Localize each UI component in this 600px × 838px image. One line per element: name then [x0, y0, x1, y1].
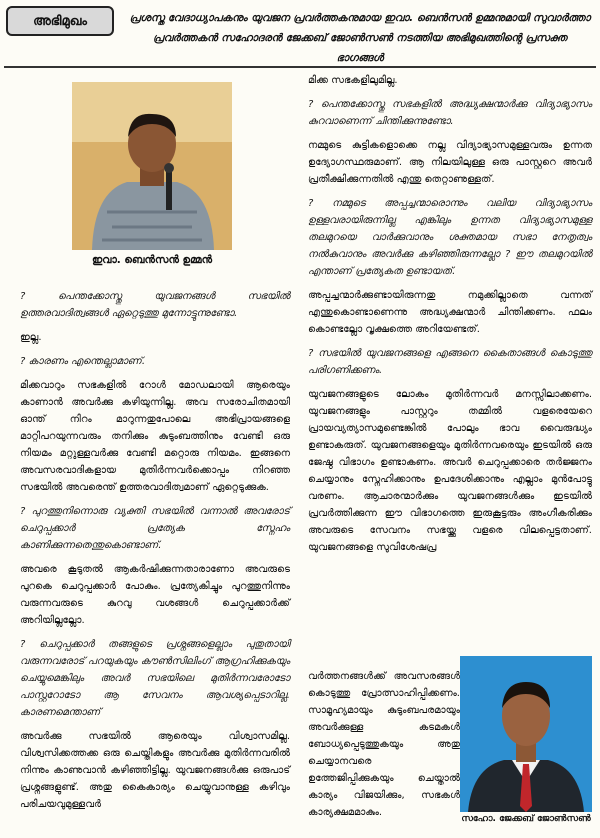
interviewer-photo	[460, 656, 592, 812]
right-column	[308, 72, 592, 563]
right-paragraph: മിക്ക സഭകളിലുമില്ല.	[308, 75, 398, 86]
left-paragraph: ? കാരണം എന്തെല്ലാമാണ്.	[20, 356, 145, 367]
left-paragraph: അവരെ കൂടുതൽ ആകർഷിക്കുന്നതാരാണോ അവരുടെ പുറകെ ചെറുപ്പക്കാർ പോകും. പ്രത്യേകിച്ചും പുറത്തുനിന്നും വരുന്നവരുടെ കുറവു വശങ്ങൾ ചെറുപ്പക്കാർക്ക് അറിയില്ലല്ലോ.	[20, 564, 290, 626]
header-divider	[4, 66, 596, 68]
right-paragraph: നമ്മുടെ കുട്ടികളൊക്കെ നല്ല വിദ്യാഭ്യാസമുള്ളവരും ഉന്നത ഉദ്യോഗസ്ഥരുമാണ്. ആ നിലയിലുള്ള ഒരു പാസ്റ്ററെ അവർ പ്രതീക്ഷിക്കുന്നതിൽ എന്തു തെറ്റാണുള്ളത്.	[308, 140, 592, 185]
left-paragraph: അവർക്കു സഭയിൽ ആരെയും വിശ്വാസമില്ല. വിശ്വസിക്കത്തക്ക ഒരു ചെയ്തികളും അവർക്കു മുതിർന്നവരിൽ നിന്നും കാണുവാൻ കഴിഞ്ഞിട്ടില്ല. യുവജനങ്ങൾക്കു ഒരുപാട് പ്രശ്നങ്ങളുണ്ട്. അതു കൈകാര്യം ചെയ്യുവാനുള്ള കഴിവും പരിചയവുമുള്ളവർ	[20, 731, 290, 810]
right-bottom-column	[308, 668, 460, 828]
right-paragraph: ? പെന്തക്കോസ്തു സഭകളിൽ അദ്ധ്യക്ഷന്മാർക്കു വിദ്യാഭ്യാസം കുറവാണെന്ന് ചിന്തിക്കുന്നുണ്ടോ.	[308, 99, 592, 127]
interview-intro: പ്രശസ്ത വേദാധ്യാപകനും യുവജന പ്രവർത്തകനുമായ ഇവാ. ബെൻസൻ ഉമ്മനുമായി സുവാർത്താ പ്രവർത്തകൻ സഹോദരൻ ജേക്കബ് ജോൺസൺ നടത്തിയ അഭിമുഖത്തിന്റെ പ്രസക്ത ഭാഗങ്ങൾ	[129, 12, 591, 64]
left-paragraph: ? പെന്തക്കോസ്തു യുവജനങ്ങൾ സഭയിൽ ഉത്തരവാദിത്വങ്ങൾ ഏറ്റെടുത്തു മുന്നോട്ടുന്നുണ്ടോ.	[20, 291, 290, 319]
right-bottom-paragraph: വർത്തനങ്ങൾക്ക് അവസരങ്ങൾ കൊടുത്തു പ്രോത്സാഹിപ്പിക്കണം. സാമൂഹ്യമായും കുടുംബപരമായും അവർക്കുള്ള കടമകൾ ബോധ്യപ്പെടുത്തുകയും അതു ചെയ്യാനവരെ ഉത്തേജിപ്പിക്കുകയും ചെയ്താൽ കാര്യം വിജയിക്കും, സഭകൾ കാര്യക്ഷമമാകും.	[308, 671, 460, 818]
interviewer-illustration	[460, 656, 592, 812]
left-paragraph: ? ചെറുപ്പക്കാർ തങ്ങളുടെ പ്രശ്നങ്ങളെല്ലാം പുതുതായി വരുന്നവരോട് പറയുകയും കൗൺസിലിംഗ് ആഗ്രഹിക്കുകയും ചെയ്യുമെങ്കിലും അവർ സഭയിലെ മുതിർന്നവരോടോ പാസ്റ്ററോടോ ആ സേവനം ആവശ്യപ്പെടാറില്ല. കാരണമെന്താണ്	[20, 639, 290, 718]
right-paragraph: ? നമ്മുടെ അപ്പച്ചന്മാരൊന്നും വലിയ വിദ്യാഭ്യാസം ഉള്ളവരായിരുന്നില്ല എങ്കിലും ഉന്നത വിദ്യാഭ്യാസമുള്ള തലമുറയെ വാർക്കുവാനും ശക്തമായ സഭാ നേതൃത്വം നൽകുവാനും അവർക്കു കഴിഞ്ഞിരുന്നല്ലോ ? ഈ തലമുറയിൽ എന്താണ് പ്രത്യേകത ഉണ്ടായത്.	[308, 198, 592, 277]
left-paragraph: ? പുറത്തുനിന്നൊരു വ്യക്തി സഭയിൽ വന്നാൽ അവരോട് ചെറുപ്പക്കാർ പ്രത്യേക സ്നേഹം കാണിക്കുന്നതെന്തുകൊണ്ടാണ്.	[20, 506, 290, 551]
speaker-caption: ഇവാ. ബെൻസൻ ഉമ്മൻ	[91, 254, 213, 266]
section-tag: അഭിമുഖം	[6, 6, 114, 36]
left-paragraph: ഇല്ല.	[20, 332, 42, 343]
left-column	[20, 288, 290, 820]
right-paragraph: ? സഭയിൽ യുവജനങ്ങളെ എങ്ങനെ കൈതാങ്ങൾ കൊടുത്തു പരിഗണിക്കണം.	[308, 348, 592, 376]
interviewer-caption: സഹോ. ജേക്കബ് ജോൺസൺ	[461, 814, 591, 824]
speaker-illustration	[72, 82, 232, 250]
right-paragraph: അപ്പച്ചന്മാർക്കുണ്ടായിരുന്നതു നമുക്കില്ലാതെ വന്നത് എന്തുകൊണ്ടാണെന്നു അദ്ധ്യക്ഷന്മാർ ചിന്തിക്കണം. ഫലം കൊണ്ടല്ലോ വൃക്ഷത്തെ അറിയേണ്ടത്.	[308, 290, 592, 335]
speaker-photo	[72, 82, 232, 250]
right-paragraph: യുവജനങ്ങളുടെ ലോകം മുതിർന്നവർ മനസ്സിലാക്കണം. യുവജനങ്ങളും പാസ്റ്ററും തമ്മിൽ വളരെയേറെ പ്രായവ്യത്യാസമുണ്ടെങ്കിൽ പോലും ഭാവ വൈരുദ്ധ്യം ഉണ്ടാകരുത്. യുവജനങ്ങളെയും മുതിർന്നവരെയും ഇടയിൽ ഒരു ജേഷ്ഠ വിഭാഗം ഉണ്ടാകണം. അവർ ചെറുപ്പക്കാരെ തർജ്ജനം ചെയ്യാനും സ്നേഹിക്കാനും ഉപദേശിക്കാനും എല്ലാം മുൻപോട്ടു വരണം. ആചാരന്മാർക്കും യുവജനങ്ങൾക്കും ഇടയിൽ പ്രവർത്തിക്കുന്ന ഈ വിഭാഗത്തെ ഇരുകൂട്ടരും അംഗീകരിക്കും അവരുടെ സേവനം സഭയ്ക്കു വളരെ വിലപ്പെട്ടതാണ്. യുവജനങ്ങളെ സുവിശേഷപ്ര	[308, 389, 592, 553]
left-paragraph: മിക്കവാറും സഭകളിൽ റോൾ മോഡലായി ആരെയും കാണാൻ അവർക്കു കഴിയുന്നില്ല. അവ സരോചിതമായി ഓന്ത് നിറം മാറുന്നതുപോലെ അഭിപ്രായങ്ങളെ മാറ്റിപറയുന്നവരും തനിക്കും കുടുംബത്തിനും വേണ്ടി ഒരു നിയമം മറ്റുള്ളവർക്കു വേണ്ടി മറ്റൊരു നിയമം. ഇങ്ങനെ അവസരവാദികളായ മുതിർന്നവർക്കൊപ്പം നിറഞ്ഞ സഭയിൽ അവരെന്ത് ഉത്തരവാദിത്വമാണ് ഏറ്റെടുക്കുക.	[20, 380, 290, 493]
